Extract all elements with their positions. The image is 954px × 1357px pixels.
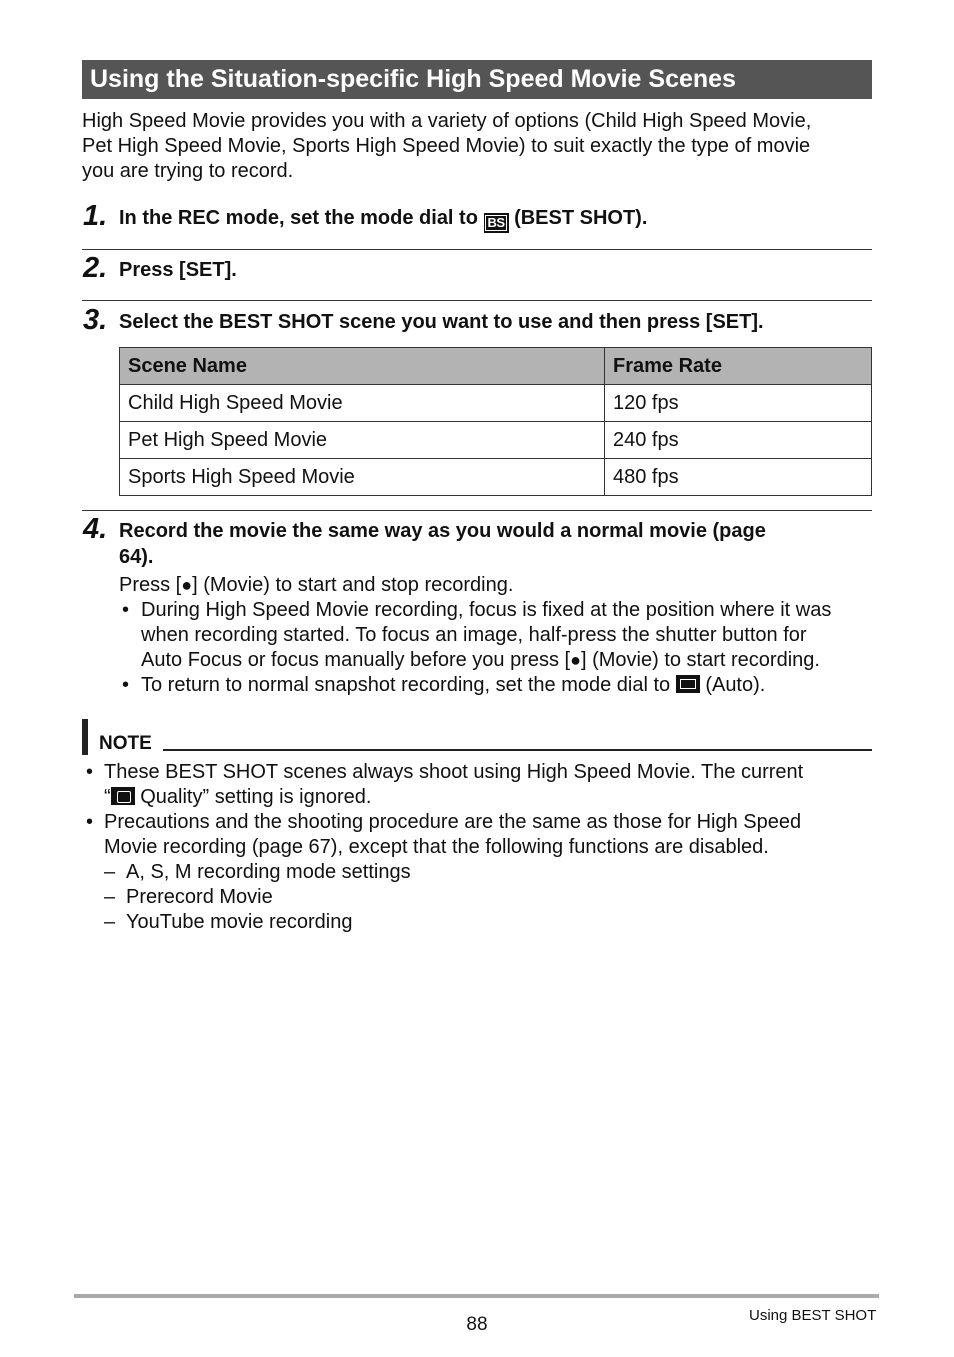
step-4-press-line: Press [●] (Movie) to start and stop recording. [119, 574, 514, 596]
step-4-text [119, 518, 872, 570]
footer-section-label: Using BEST SHOT [749, 1307, 877, 1324]
table-header: Scene Name [120, 348, 605, 385]
note-sub-item: Prerecord Movie [126, 886, 273, 908]
step-number: 1. [83, 200, 108, 232]
step-4-line: Record the movie the same way as you would a normal movie (page [119, 520, 766, 542]
step-1-text [119, 205, 647, 233]
intro-line: Pet High Speed Movie, Sports High Speed Movie) to suit exactly the type of movie [82, 135, 811, 157]
bullet-icon: • [86, 761, 94, 783]
record-dot-icon: ● [181, 575, 193, 595]
step-4-line: 64). [119, 546, 154, 568]
step-2-text: Press [SET]. [119, 259, 237, 281]
table-row [120, 385, 872, 422]
table-header: Frame Rate [605, 348, 872, 385]
auto-mode-icon [676, 675, 700, 693]
note-sub-item: A, S, M recording mode settings [126, 861, 411, 883]
table-cell: Child High Speed Movie [120, 385, 605, 422]
note-sub-item: YouTube movie recording [126, 911, 353, 933]
table-header-row [120, 348, 872, 385]
footer-rule [74, 1294, 879, 1298]
note-bullet-1: These BEST SHOT scenes always shoot using High Speed Movie. The current “ Quality” setting is ignored. [104, 761, 804, 808]
step-3-text: Select the BEST SHOT scene you want to use and then press [SET]. [119, 311, 764, 333]
note-bullet-2: Precautions and the shooting procedure are the same as those for High Speed Movie recording (page 67), except that the following functions are disabled. [104, 811, 802, 858]
table-cell: Sports High Speed Movie [120, 459, 605, 496]
dash-icon: – [104, 861, 116, 883]
intro-line: you are trying to record. [82, 160, 294, 182]
page-number: 88 [466, 1314, 488, 1335]
record-dot-icon: ● [570, 650, 581, 670]
step-1-text-after: (BEST SHOT). [514, 207, 648, 229]
section-title: Using the Situation-specific High Speed Movie Scenes [90, 65, 736, 93]
step-4-bullet-1: During High Speed Movie recording, focus is fixed at the position where it was when recording started. To focus an image, half-press the shutter button for Auto Focus or focus manually before you press [●] (Movie) to start recording. [141, 599, 832, 671]
step-divider [82, 300, 872, 301]
step-number: 4. [83, 513, 108, 545]
dash-icon: – [104, 886, 116, 908]
bullet-icon: • [86, 811, 94, 833]
bullet-icon: • [122, 599, 130, 621]
best-shot-icon: BS [484, 213, 509, 233]
table-row [120, 459, 872, 496]
step-number: 3. [83, 304, 108, 336]
movie-quality-icon [111, 787, 135, 805]
step-number: 2. [83, 252, 108, 284]
note-marker [82, 719, 88, 755]
table-cell: 120 fps [605, 385, 872, 422]
bullet-icon: • [122, 674, 130, 696]
step-divider [82, 249, 872, 250]
table-cell: Pet High Speed Movie [120, 422, 605, 459]
intro-paragraph [82, 109, 872, 184]
table-row [120, 422, 872, 459]
step-4-bullet-2: To return to normal snapshot recording, set the mode dial to (Auto). [141, 674, 766, 696]
step-1-text-before: In the REC mode, set the mode dial to [119, 207, 478, 229]
intro-line: High Speed Movie provides you with a variety of options (Child High Speed Movie, [82, 110, 812, 132]
note-rule [163, 749, 872, 751]
step-divider [82, 510, 872, 511]
section-title-bar [82, 60, 872, 99]
table-cell: 480 fps [605, 459, 872, 496]
scene-table [119, 347, 872, 496]
table-cell: 240 fps [605, 422, 872, 459]
note-label: NOTE [99, 733, 152, 754]
dash-icon: – [104, 911, 116, 933]
